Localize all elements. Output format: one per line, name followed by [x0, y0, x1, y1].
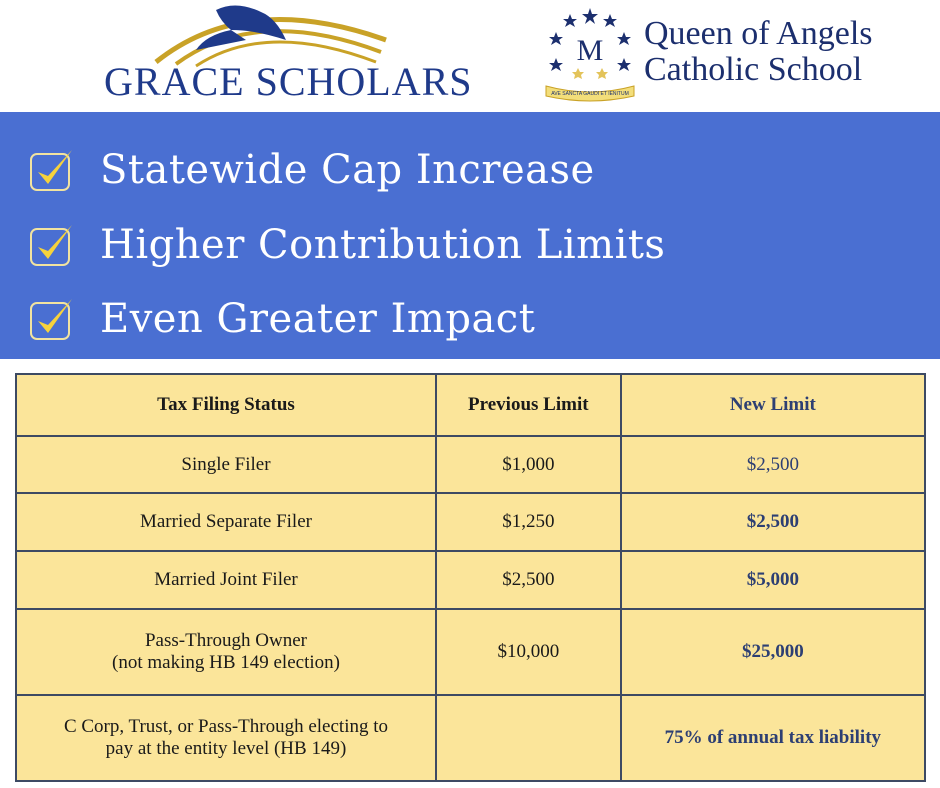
previous-cell: $1,250: [436, 493, 621, 551]
status-line: C Corp, Trust, or Pass-Through electing to: [63, 716, 389, 737]
status-cell: [16, 609, 436, 695]
table-row: [16, 493, 925, 551]
table-header-row: [16, 374, 925, 436]
header-status: Tax Filing Status: [16, 374, 436, 436]
feature-item: [28, 215, 665, 275]
checkbox-check-icon: [28, 146, 76, 194]
previous-cell: [436, 695, 621, 781]
school-name: [644, 16, 873, 88]
status-cell: [16, 695, 436, 781]
new-cell: $5,000: [621, 551, 925, 609]
previous-cell: $2,500: [436, 551, 621, 609]
new-cell: 75% of annual tax liability: [621, 695, 925, 781]
previous-cell: $1,000: [436, 436, 621, 493]
feature-item: [28, 289, 535, 349]
grace-scholars-wordmark: GRACE SCHOLARS: [104, 59, 473, 104]
status-line: Pass-Through Owner: [144, 630, 307, 651]
seal-banner-text: AVE SANCTA GAUDI ET IENITUM: [551, 91, 629, 97]
new-cell: $25,000: [621, 609, 925, 695]
status-line: pay at the entity level (HB 149): [105, 738, 347, 759]
header-previous: Previous Limit: [436, 374, 621, 436]
marian-seal-icon: [540, 2, 640, 102]
checkbox-check-icon: [28, 221, 76, 269]
table-row: [16, 609, 925, 695]
table-row: [16, 436, 925, 493]
previous-cell: $10,000: [436, 609, 621, 695]
new-cell: $2,500: [621, 436, 925, 493]
grace-scholars-logo: [96, 0, 473, 106]
status-cell: Married Separate Filer: [16, 493, 436, 551]
feature-text: Even Greater Impact: [100, 296, 536, 342]
feature-item: [28, 140, 595, 200]
table-row: [16, 551, 925, 609]
queen-of-angels-logo: [540, 2, 920, 106]
new-cell: $2,500: [621, 493, 925, 551]
svg-text:M: M: [576, 34, 604, 67]
contribution-limits-table: [15, 373, 926, 782]
table-row: [16, 695, 925, 781]
checkbox-check-icon: [28, 295, 76, 343]
feature-text: Higher Contribution Limits: [100, 222, 666, 268]
feature-banner: [0, 112, 940, 359]
school-name-line2: Catholic School: [644, 51, 863, 88]
school-name-line1: Queen of Angels: [644, 15, 873, 52]
header-new: New Limit: [621, 374, 925, 436]
status-cell: Married Joint Filer: [16, 551, 436, 609]
status-cell: Single Filer: [16, 436, 436, 493]
status-line: (not making HB 149 election): [112, 652, 340, 673]
feature-text: Statewide Cap Increase: [100, 147, 595, 193]
